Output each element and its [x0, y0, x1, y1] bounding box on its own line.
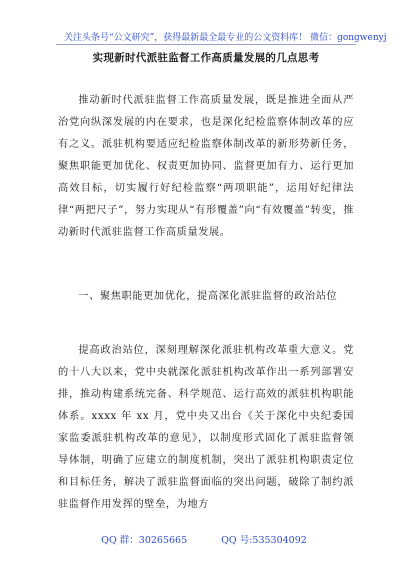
paragraph-2: 提高政治站位，深刻理解深化派驻机构改革重大意义。党的十八大以来，党中央就深化派驻机构改革作出一系列部署安排，推动构建系统完备、科学规范、运行高效的派驻机构职能体系。xxxx 年 xx 月，党中央又出台《关于深化中央纪委国家监委派驻机构改革的意见》，以制度形式固化了派驻监督领导体制，明确了应建立的制度机制，突出了派驻机构职责定位和目标任务，解决了派驻监督面临的突出问题，破除了制约派驻监督作用发挥的壁垒，为地方 [58, 345, 354, 510]
header-notice: 关注头条号“公文研究”，获得最新最全最专业的公文资料库！ 微信：gongwenyj [64, 33, 387, 43]
document-title: 实现新时代派驻监督工作高质量发展的几点思考 [92, 52, 320, 64]
footer-qq-number: QQ 号:535304092 [221, 535, 307, 546]
section-heading: 一、聚焦职能更加优化，提高深化派驻监督的政治站位 [78, 291, 338, 302]
footer-contacts [0, 532, 408, 546]
header-divider [56, 44, 356, 45]
paragraph-1: 推动新时代派驻监督工作高质量发展，既是推进全面从严治党向纵深发展的内在要求，也是深化纪检监察体制改革的应有之义。派驻机构要适应纪检监察体制改革的新形势新任务，聚焦职能更加优化、权责更加协同、监督更加有力、运行更加高效目标，切实履行好纪检监察“两项职能”，运用好纪律法律“两把尺子”，努力实现从“有形覆盖”向“有效覆盖”转变，推动新时代派驻监督工作高质量发展。 [58, 95, 354, 238]
footer-qq-group: QQ 群：30265665 [101, 535, 188, 546]
